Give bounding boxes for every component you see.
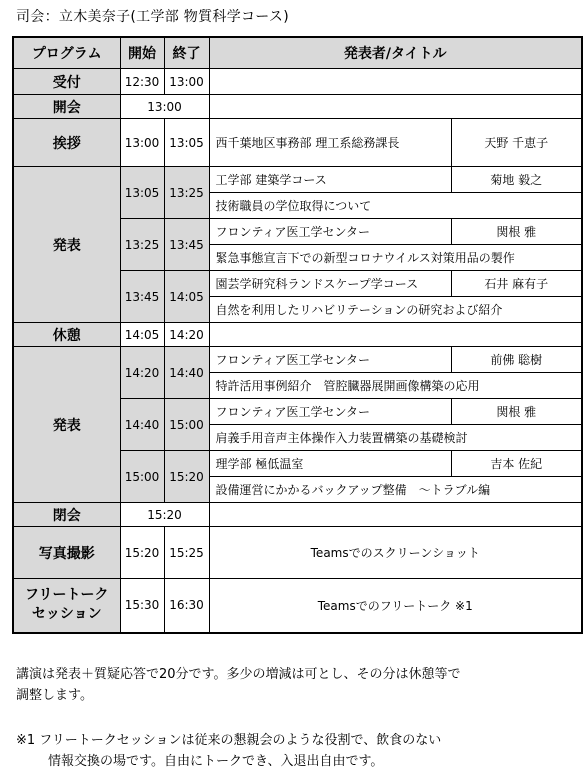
talk-title: 技術職員の学位取得について [209,193,582,219]
label-freetalk [13,579,120,633]
talk-affiliation: フロンティア医工学センター [209,219,451,245]
talk-end: 15:00 [164,399,209,451]
row-reception [13,69,582,95]
talk-end: 15:20 [164,451,209,503]
closing-blank [209,503,582,527]
break-end: 14:20 [164,323,209,347]
talk-speaker: 吉本 佐紀 [451,451,582,477]
talk-speaker: 関根 雅 [451,219,582,245]
moderator-line: 司会：立木美奈子(工学部 物質科学コース) [16,9,289,25]
talk-affiliation: 園芸学研究科ランドスケープ学コース [209,271,451,297]
footnote-line: 情報交換の場です。自由にトークでき、入退出自由です。 [48,754,384,769]
greeting-name: 天野 千恵子 [451,119,582,167]
talk-start: 14:20 [120,347,164,399]
talk-title: 特許活用事例紹介 管腔臓器展開画像構築の応用 [209,373,582,399]
talk-start: 13:25 [120,219,164,271]
talk-end: 13:25 [164,167,209,219]
break-blank [209,323,582,347]
talk-start: 14:40 [120,399,164,451]
talk-title: 設備運営にかかるバックアップ整備 ～トラブル編 [209,477,582,503]
closing-time: 15:20 [120,503,209,527]
label-break: 休憩 [13,323,120,347]
reception-end: 13:00 [164,69,209,95]
note-line: 講演は発表＋質疑応答で20分です。多少の増減は可とし、その分は休憩等で [16,667,461,682]
talk-row [13,167,582,193]
photo-content: Teamsでのスクリーンショット [209,527,582,579]
row-break [13,323,582,347]
notes-block [16,664,461,706]
talk-row [13,347,582,373]
header-program: プログラム [13,37,120,69]
reception-start: 12:30 [120,69,164,95]
row-photo [13,527,582,579]
talk-speaker: 石井 麻有子 [451,271,582,297]
footnote-line: ※1 フリートークセッションは従来の懇親会のような役割で、飲食のない [16,733,442,748]
header-start: 開始 [120,37,164,69]
row-opening [13,95,582,119]
label-closing: 閉会 [13,503,120,527]
header-presenter: 発表者/タイトル [209,37,582,69]
talk-affiliation: 工学部 建築学コース [209,167,451,193]
photo-end: 15:25 [164,527,209,579]
greeting-end: 13:05 [164,119,209,167]
talk-start: 13:05 [120,167,164,219]
footnote-block [16,730,441,772]
talk-affiliation: 理学部 極低温室 [209,451,451,477]
label-presentation-2: 発表 [13,347,120,503]
break-start: 14:05 [120,323,164,347]
opening-time: 13:00 [120,95,209,119]
label-greeting: 挨拶 [13,119,120,167]
row-greeting [13,119,582,167]
talk-title: 自然を利用したリハビリテーションの研究および紹介 [209,297,582,323]
talk-start: 15:00 [120,451,164,503]
greeting-affiliation: 西千葉地区事務部 理工系総務課長 [209,119,451,167]
talk-speaker: 菊地 毅之 [451,167,582,193]
label-reception: 受付 [13,69,120,95]
talk-end: 13:45 [164,219,209,271]
talk-speaker: 前佛 聡樹 [451,347,582,373]
talk-end: 14:05 [164,271,209,323]
header-end: 終了 [164,37,209,69]
talk-title: 緊急事態宣言下での新型コロナウイルス対策用品の製作 [209,245,582,271]
talk-affiliation: フロンティア医工学センター [209,347,451,373]
opening-blank [209,95,582,119]
program-table [12,36,583,634]
freetalk-start: 15:30 [120,579,164,633]
row-closing [13,503,582,527]
talk-title: 肩義手用音声主体操作入力装置構築の基礎検討 [209,425,582,451]
header-row [13,37,582,69]
label-freetalk-line1: フリートーク [25,587,109,604]
note-line: 調整します。 [16,688,93,703]
freetalk-content: Teamsでのフリートーク ※1 [209,579,582,633]
talk-start: 13:45 [120,271,164,323]
label-presentation-1: 発表 [13,167,120,323]
row-freetalk [13,579,582,633]
greeting-start: 13:00 [120,119,164,167]
label-freetalk-line2: セッション [31,606,102,623]
photo-start: 15:20 [120,527,164,579]
label-opening: 開会 [13,95,120,119]
reception-blank [209,69,582,95]
talk-end: 14:40 [164,347,209,399]
talk-speaker: 関根 雅 [451,399,582,425]
label-photo: 写真撮影 [13,527,120,579]
talk-affiliation: フロンティア医工学センター [209,399,451,425]
freetalk-end: 16:30 [164,579,209,633]
